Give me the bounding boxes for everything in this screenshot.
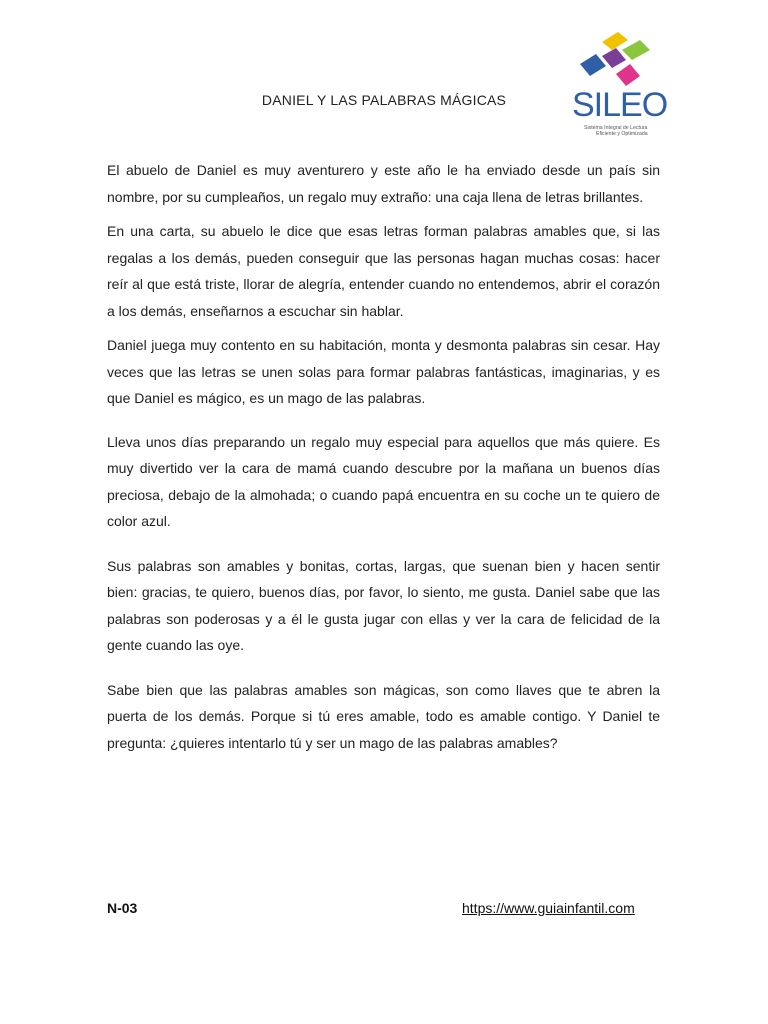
paragraph-2: En una carta, su abuelo le dice que esas letras forman palabras amables que, si las regalas a los demás, pueden conseguir que las personas hagan muchas cosas: hacer reír al que está triste, llorar de alegría, entender cuando no entendemos, abrir el corazón a los demás, enseñarnos a escuchar sin hablar. xyxy=(107,223,660,319)
document-code: N-03 xyxy=(107,900,138,916)
logo-tile-green xyxy=(622,40,650,60)
sileo-logo-mark xyxy=(566,26,662,88)
document-title: DANIEL Y LAS PALABRAS MÁGICAS xyxy=(261,92,507,108)
logo-tile-purple xyxy=(602,48,626,68)
sileo-logo xyxy=(566,26,668,144)
logo-tagline xyxy=(584,125,660,137)
logo-tile-blue xyxy=(580,54,606,76)
logo-wordmark: SILEO xyxy=(572,86,668,124)
paragraph-5: Sus palabras son amables y bonitas, cortas, largas, que suenan bien y hacen sentir bien: gracias, te quiero, buenos días, por favor, lo siento, me gusta. Daniel sabe que las palabras son poderosas y a él le gusta jugar con ellas y ver la cara de felicidad de la gente cuando las oye. xyxy=(107,557,660,653)
paragraph-1: El abuelo de Daniel es muy aventurero y este año le ha enviado desde un país sin nombre, por su cumpleaños, un regalo muy extraño: una caja llena de letras brillantes. xyxy=(107,162,660,205)
logo-tile-yellow xyxy=(602,32,628,50)
logo-tile-pink xyxy=(616,64,640,86)
story-body xyxy=(107,157,660,756)
logo-tagline-line1: Sistema Integral de Lectura xyxy=(584,125,648,131)
logo-tagline-line2: Eficiente y Optimizada xyxy=(596,131,648,137)
paragraph-6: Sabe bien que las palabras amables son mágicas, son como llaves que te abren la puerta de los demás. Porque si tú eres amable, todo es amable contigo. Y Daniel te pregunta: ¿quieres intentarlo tú y ser un mago de las palabras amables? xyxy=(107,681,660,751)
source-link[interactable]: https://www.guiainfantil.com xyxy=(462,900,635,916)
paragraph-4: Lleva unos días preparando un regalo muy especial para aquellos que más quiere. Es muy divertido ver la cara de mamá cuando descubre por la mañana un buenos días preciosa, debajo de la almohada; o cuando papá encuentra en su coche un te quiero de color azul. xyxy=(107,433,660,529)
paragraph-3: Daniel juega muy contento en su habitación, monta y desmonta palabras sin cesar. Hay veces que las letras se unen solas para formar palabras fantásticas, imaginarias, y es que Daniel es mágico, es un mago de las palabras. xyxy=(107,337,660,406)
